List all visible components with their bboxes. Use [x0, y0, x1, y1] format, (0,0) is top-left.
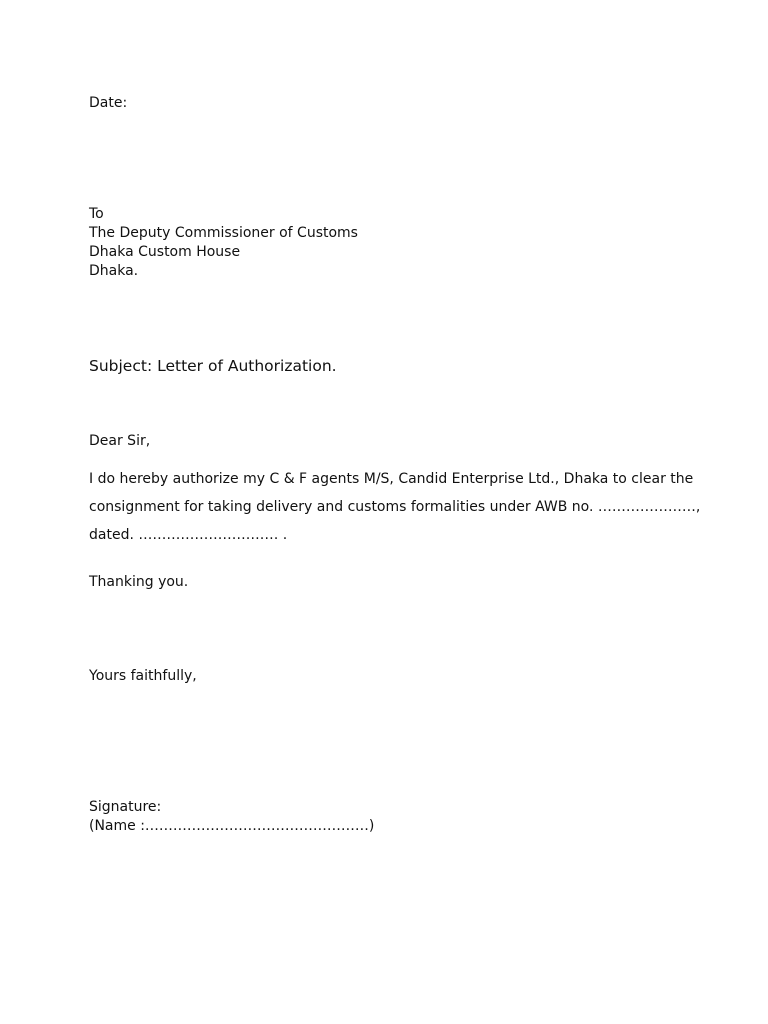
recipient-to: To	[89, 206, 104, 222]
recipient-city: Dhaka.	[89, 263, 139, 279]
signature-label: Signature:	[89, 799, 162, 815]
authorization-paragraph	[89, 465, 701, 549]
name-line: (Name :…………………………………………)	[89, 818, 375, 834]
date-label: Date:	[89, 95, 128, 111]
thanks-line: Thanking you.	[89, 574, 189, 590]
body-line-3: dated. ………………………… .	[89, 527, 288, 543]
body-line-1: I do hereby authorize my C & F agents M/S, Candid Enterprise Ltd., Dhaka to clear the	[89, 471, 694, 487]
body-line-2: consignment for taking delivery and customs formalities under AWB no. …………………,	[89, 499, 701, 515]
recipient-office: Dhaka Custom House	[89, 244, 241, 260]
letter-subject: Subject: Letter of Authorization.	[89, 357, 337, 375]
closing-line: Yours faithfully,	[89, 668, 197, 684]
salutation: Dear Sir,	[89, 433, 151, 449]
recipient-title: The Deputy Commissioner of Customs	[89, 225, 358, 241]
